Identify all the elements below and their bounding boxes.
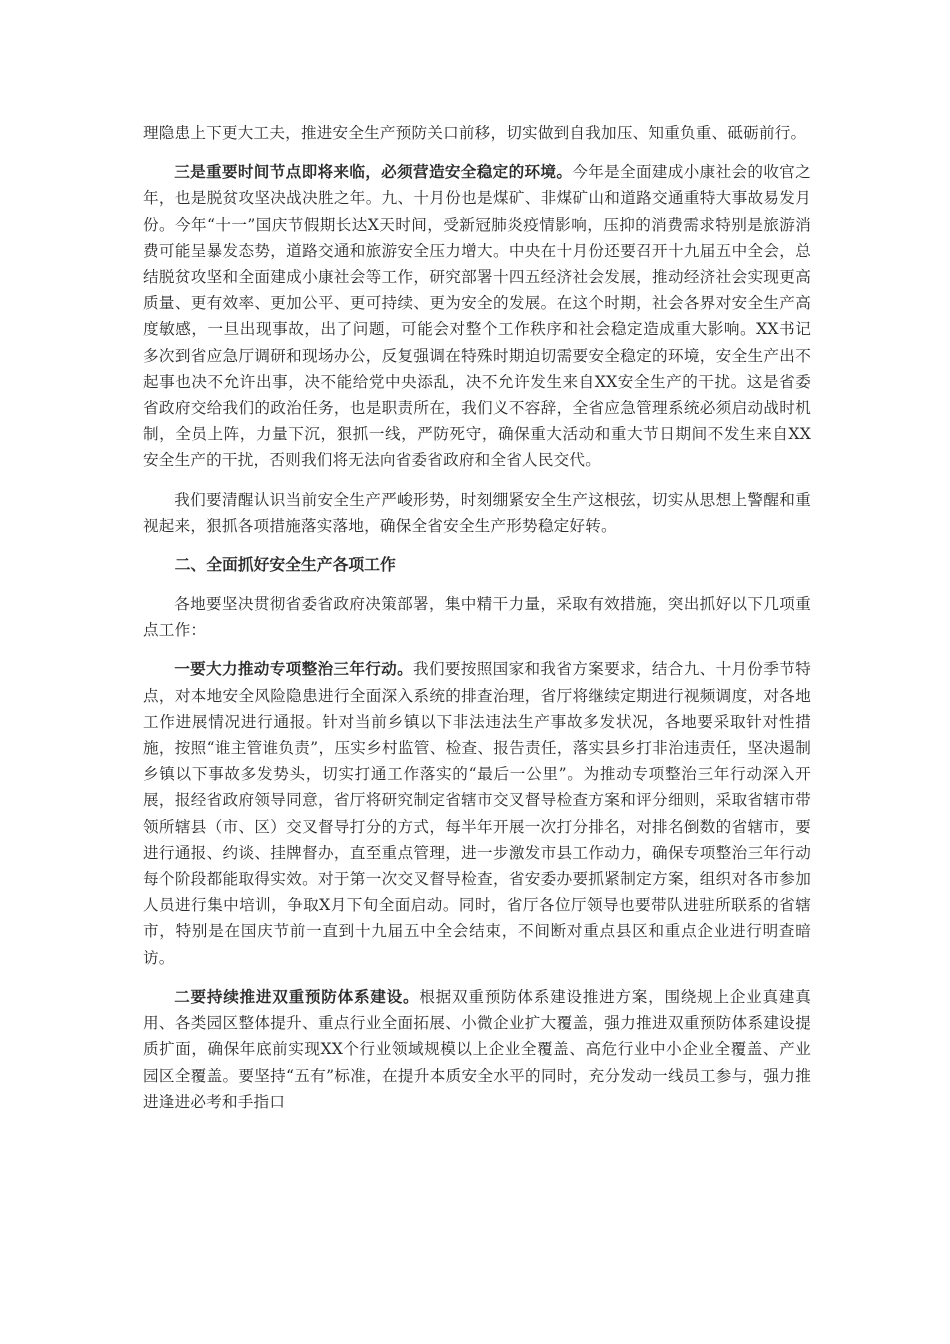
paragraph-special-rectification xyxy=(143,656,811,970)
paragraph-lead-text: 二要持续推进双重预防体系建设。 xyxy=(174,986,420,1006)
document-body xyxy=(143,120,811,1128)
paragraph-dual-prevention xyxy=(143,984,811,1115)
paragraph-lead-text: 三是重要时间节点即将来临，必须营造安全稳定的环境。 xyxy=(174,162,573,182)
paragraph-key-time-nodes xyxy=(143,159,811,473)
paragraph-lead-text: 一要大力推动专项整治三年行动。 xyxy=(174,659,414,679)
paragraph-summary: 我们要清醒认识当前安全生产严峻形势，时刻绷紧安全生产这根弦，切实从思想上警醒和重视起来，狠抓各项措施落实落地，确保全省安全生产形势稳定好转。 xyxy=(143,490,811,535)
paragraph-body-text: 我们要按照国家和我省方案要求，结合九、十月份季节特点，对本地安全风险隐患进行全面深入系统的排查治理，省厅将继续定期进行视频调度，对各地工作进展情况进行通报。针对当前乡镇以下非法违法生产事故多发状况，各地要采取针对性措施，按照“谁主管谁负责”，压实乡村监管、检查、报告责任，落实县乡打非治违责任，坚决遏制乡镇以下事故多发势头，切实打通工作落实的“最后一公里”。为推动专项整治三年行动深入开展，报经省政府领导同意，省厅将研究制定省辖市交叉督导检查方案和评分细则，采取省辖市带领所辖县（市、区）交叉督导打分的方式，每半年开展一次打分排名，对排名倒数的省辖市，要进行通报、约谈、挂牌督办，直至重点管理，进一步激发市县工作动力，确保专项整治三年行动每个阶段都能取得实效。对于第一次交叉督导检查，省安委办要抓紧制定方案，组织对各市参加人员进行集中培训，争取X月下旬全面启动。同时，省厅各位厅领导也要带队进驻所联系的省辖市，特别是在国庆节前一直到十九届五中全会结束，不间断对重点县区和重点企业进行明查暗访。 xyxy=(143,660,811,967)
section-heading: 二、全面抓好安全生产各项工作 xyxy=(174,555,396,575)
paragraph-continuation: 理隐患上下更大工夫，推进安全生产预防关口前移，切实做到自我加压、知重负重、砥砺前行。 xyxy=(143,124,807,142)
paragraph-body-text: 今年是全面建成小康社会的收官之年，也是脱贫攻坚决战决胜之年。九、十月份也是煤矿、非煤矿山和道路交通重特大事故易发月份。今年“十一”国庆节假期长达X天时间，受新冠肺炎疫情影响，压抑的消费需求特别是旅游消费可能呈暴发态势，道路交通和旅游安全压力增大。中央在十月份还要召开十九届五中全会，总结脱贫攻坚和全面建成小康社会等工作，研究部署十四五经济社会发展，推动经济社会实现更高质量、更有效率、更加公平、更可持续、更为安全的发展。在这个时期，社会各界对安全生产高度敏感，一旦出现事故，出了问题，可能会对整个工作秩序和社会稳定造成重大影响。XX书记多次到省应急厅调研和现场办公，反复强调在特殊时期迫切需要安全稳定的环境，安全生产出不起事也决不允许出事，决不能给党中央添乱，决不允许发生来自XX安全生产的干扰。这是省委省政府交给我们的政治任务，也是职责所在，我们义不容辞，全省应急管理系统必须启动战时机制，全员上阵，力量下沉，狠抓一线，严防死守，确保重大活动和重大节日期间不发生来自XX安全生产的干扰，否则我们将无法向省委省政府和全省人民交代。 xyxy=(143,163,811,470)
paragraph-body-text: 根据双重预防体系建设推进方案，围绕规上企业真建真用、各类园区整体提升、重点行业全面拓展、小微企业扩大覆盖，强力推进双重预防体系建设提质扩面，确保年底前实现XX个行业领域规模以上企业全覆盖、高危行业中小企业全覆盖、产业园区全覆盖。要坚持“五有”标准，在提升本质安全水平的同时，充分发动一线员工参与，强力推进逢进必考和手指口 xyxy=(143,987,811,1111)
paragraph-intro: 各地要坚决贯彻省委省政府决策部署，集中精干力量，采取有效措施，突出抓好以下几项重点工作： xyxy=(143,595,811,640)
